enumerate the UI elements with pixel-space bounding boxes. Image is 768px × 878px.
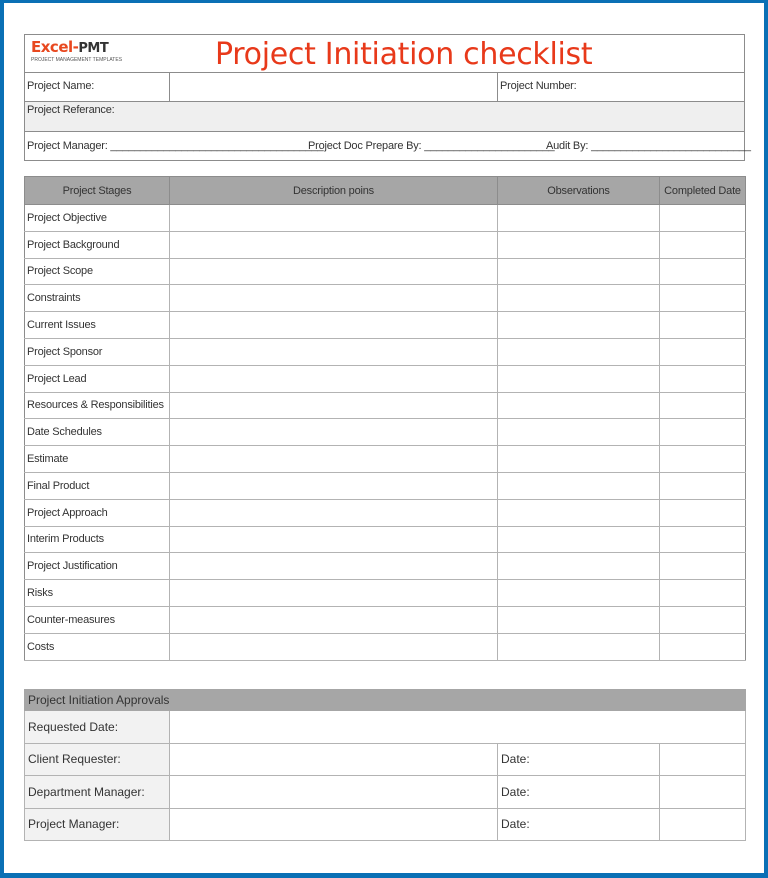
signoff-row (25, 131, 751, 161)
requested-date-label: Requested Date: (25, 711, 170, 744)
description-cell[interactable] (170, 499, 498, 526)
description-cell[interactable] (170, 633, 498, 660)
description-cell[interactable] (170, 446, 498, 473)
approver-signature-field[interactable] (170, 776, 498, 809)
description-cell[interactable] (170, 526, 498, 553)
description-cell[interactable] (170, 419, 498, 446)
logo (31, 39, 141, 71)
stage-cell: Interim Products (25, 526, 170, 553)
doc-prepare-by-line[interactable]: Project Doc Prepare By: ______________________ (308, 140, 555, 152)
table-row (25, 338, 746, 365)
completed-date-cell[interactable] (660, 446, 746, 473)
observations-cell[interactable] (498, 606, 660, 633)
approval-row (25, 808, 746, 841)
approval-date-field[interactable] (660, 776, 746, 809)
requested-date-field[interactable] (170, 711, 746, 744)
table-row (25, 472, 746, 499)
completed-date-cell[interactable] (660, 499, 746, 526)
stage-cell: Current Issues (25, 312, 170, 339)
observations-cell[interactable] (498, 392, 660, 419)
stage-cell: Project Approach (25, 499, 170, 526)
audit-by-line[interactable]: Audit By: ___________________________ (546, 140, 751, 152)
completed-date-cell[interactable] (660, 338, 746, 365)
table-row (25, 553, 746, 580)
table-row (25, 446, 746, 473)
logo-brand-suffix: PMT (78, 41, 109, 56)
stage-cell: Project Scope (25, 258, 170, 285)
observations-cell[interactable] (498, 365, 660, 392)
table-row (25, 580, 746, 607)
table-row (25, 365, 746, 392)
table-row (25, 499, 746, 526)
observations-cell[interactable] (498, 553, 660, 580)
description-cell[interactable] (170, 285, 498, 312)
project-name-label: Project Name: (27, 80, 95, 92)
observations-cell[interactable] (498, 312, 660, 339)
observations-cell[interactable] (498, 526, 660, 553)
description-cell[interactable] (170, 472, 498, 499)
description-cell[interactable] (170, 205, 498, 232)
checklist-table (24, 176, 746, 661)
table-row (25, 633, 746, 660)
column-header-description: Description poins (170, 177, 498, 205)
approver-signature-field[interactable] (170, 743, 498, 776)
project-number-field[interactable] (583, 73, 745, 101)
project-manager-line[interactable]: Project Manager: ____________________________________ (27, 140, 324, 152)
approvals-table (24, 689, 746, 841)
logo-tagline: PROJECT MANAGEMENT TEMPLATES (31, 57, 123, 63)
column-header-observations: Observations (498, 177, 660, 205)
observations-cell[interactable] (498, 419, 660, 446)
completed-date-cell[interactable] (660, 365, 746, 392)
approver-label: Department Manager: (25, 776, 170, 809)
description-cell[interactable] (170, 553, 498, 580)
stage-cell: Project Background (25, 231, 170, 258)
table-row (25, 285, 746, 312)
observations-cell[interactable] (498, 285, 660, 312)
completed-date-cell[interactable] (660, 633, 746, 660)
approver-signature-field[interactable] (170, 808, 498, 841)
approval-date-label: Date: (498, 776, 660, 809)
completed-date-cell[interactable] (660, 472, 746, 499)
completed-date-cell[interactable] (660, 392, 746, 419)
observations-cell[interactable] (498, 205, 660, 232)
completed-date-cell[interactable] (660, 553, 746, 580)
completed-date-cell[interactable] (660, 258, 746, 285)
stage-cell: Costs (25, 633, 170, 660)
project-name-row (25, 72, 744, 101)
approver-label: Project Manager: (25, 808, 170, 841)
approval-row (25, 776, 746, 809)
observations-cell[interactable] (498, 472, 660, 499)
completed-date-cell[interactable] (660, 231, 746, 258)
table-row (25, 392, 746, 419)
table-row (25, 419, 746, 446)
stage-cell: Estimate (25, 446, 170, 473)
checklist-header-row (25, 177, 746, 205)
stage-cell: Project Sponsor (25, 338, 170, 365)
observations-cell[interactable] (498, 231, 660, 258)
approval-date-field[interactable] (660, 743, 746, 776)
project-number-label: Project Number: (500, 80, 577, 92)
page-title: Project Initiation checklist (215, 37, 593, 72)
approvals-section-title: Project Initiation Approvals (25, 690, 746, 711)
stage-cell: Final Product (25, 472, 170, 499)
completed-date-cell[interactable] (660, 312, 746, 339)
observations-cell[interactable] (498, 580, 660, 607)
logo-brand (31, 39, 141, 57)
stage-cell: Project Objective (25, 205, 170, 232)
project-reference-label: Project Referance: (27, 104, 115, 116)
stage-cell: Counter-measures (25, 606, 170, 633)
approval-row (25, 743, 746, 776)
description-cell[interactable] (170, 312, 498, 339)
description-cell[interactable] (170, 392, 498, 419)
table-row (25, 258, 746, 285)
table-row (25, 312, 746, 339)
observations-cell[interactable] (498, 446, 660, 473)
stage-cell: Resources & Responsibilities (25, 392, 170, 419)
observations-cell[interactable] (498, 633, 660, 660)
completed-date-cell[interactable] (660, 419, 746, 446)
completed-date-cell[interactable] (660, 606, 746, 633)
stage-cell: Constraints (25, 285, 170, 312)
completed-date-cell[interactable] (660, 526, 746, 553)
stage-cell: Project Justification (25, 553, 170, 580)
approval-date-label: Date: (498, 743, 660, 776)
project-name-field[interactable] (169, 73, 498, 101)
table-row (25, 526, 746, 553)
description-cell[interactable] (170, 580, 498, 607)
column-header-stages: Project Stages (25, 177, 170, 205)
stage-cell: Project Lead (25, 365, 170, 392)
description-cell[interactable] (170, 606, 498, 633)
approval-date-label: Date: (498, 808, 660, 841)
column-header-completed-date: Completed Date (660, 177, 746, 205)
logo-brand-main: Excel- (31, 38, 79, 56)
approval-date-field[interactable] (660, 808, 746, 841)
completed-date-cell[interactable] (660, 205, 746, 232)
project-reference-row[interactable] (25, 101, 744, 131)
description-cell[interactable] (170, 231, 498, 258)
table-row (25, 231, 746, 258)
description-cell[interactable] (170, 258, 498, 285)
observations-cell[interactable] (498, 338, 660, 365)
header-block (24, 34, 751, 161)
table-row (25, 205, 746, 232)
requested-date-row (25, 711, 746, 744)
observations-cell[interactable] (498, 258, 660, 285)
approver-label: Client Requester: (25, 743, 170, 776)
stage-cell: Risks (25, 580, 170, 607)
completed-date-cell[interactable] (660, 580, 746, 607)
stage-cell: Date Schedules (25, 419, 170, 446)
completed-date-cell[interactable] (660, 285, 746, 312)
description-cell[interactable] (170, 338, 498, 365)
description-cell[interactable] (170, 365, 498, 392)
table-row (25, 606, 746, 633)
observations-cell[interactable] (498, 499, 660, 526)
